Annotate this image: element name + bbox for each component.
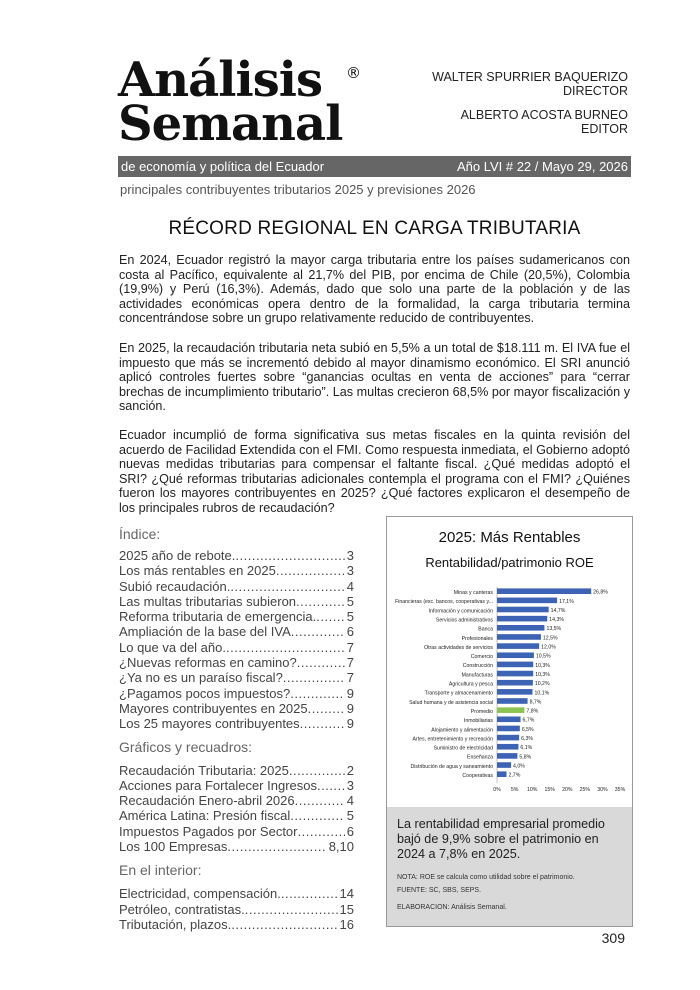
paragraph-1: En 2024, Ecuador registró la mayor carga tributaria entre los países sudamericanos con costa al Pacífico, equivalente al 21,7% del PIB, por encima de Chile (20,5%), Colombia (19,9%) y Perú (16,3%). Además, dado que solo una parte de la población y de las actividades económicas opera dentro de la formalidad, la carga tributaria termina concentrándose sobre un grupo relativamente reducido de contribuyentes.	[119, 253, 630, 325]
category-label: Enseñanza	[467, 754, 493, 761]
value-label: 14,7%	[550, 607, 566, 614]
editor-name: ALBERTO ACOSTA BURNEO	[460, 108, 628, 122]
category-label: Información y comunicación	[428, 608, 493, 615]
x-tick-label: 0%	[493, 787, 501, 794]
index-item	[119, 716, 354, 731]
value-label: 10,3%	[535, 662, 550, 669]
graph-item-title: Recaudación Enero-abril 2026	[119, 793, 295, 809]
bar	[497, 616, 547, 622]
value-label: 26,8%	[593, 589, 608, 596]
leader-dots	[300, 716, 345, 731]
graph-item	[119, 778, 354, 793]
leader-dots	[297, 655, 345, 670]
category-label: Promedio	[470, 708, 493, 715]
bar	[497, 717, 521, 723]
value-label: 6,3%	[521, 736, 533, 742]
leader-dots	[235, 548, 344, 563]
value-label: 6,1%	[520, 745, 533, 752]
x-tick-label: 20%	[562, 787, 573, 794]
x-tick-label: 15%	[544, 787, 555, 794]
bar	[497, 588, 591, 594]
interior-heading: En el interior:	[119, 862, 202, 879]
category-label: Financieras (exc. bancos, cooperativas y...	[395, 599, 493, 606]
graph-item	[119, 824, 354, 839]
value-label: 17,1%	[559, 598, 574, 605]
category-label: Manufacturas	[461, 672, 493, 679]
interior-item-page: 14	[339, 886, 354, 902]
graph-item-title: Los 100 Empresas	[119, 839, 228, 855]
leader-dots	[281, 886, 338, 901]
graph-item-title: Impuestos Pagados por Sector	[119, 823, 298, 839]
bar	[497, 662, 533, 668]
bar	[497, 771, 506, 777]
bar	[497, 625, 544, 631]
masthead-bar	[118, 156, 631, 177]
leader-dots	[231, 917, 337, 932]
bar	[497, 726, 520, 732]
value-label: 2,7%	[508, 772, 521, 779]
category-label: Cooperativas	[462, 773, 493, 779]
interior-item-title: Electricidad, compensación.	[119, 886, 281, 902]
category-label: Salud humana y de asistencia social	[409, 699, 493, 706]
category-label: Alojamiento y alimentación	[431, 727, 493, 734]
index-item-title: Ampliación de la base del IVA	[119, 624, 291, 640]
category-label: Artes, entretenimiento y recreación	[412, 736, 493, 743]
paragraph-3: Ecuador incumplió de forma significativa sus metas fiscales en la quinta revisión del acuerdo de Facilidad Extendida con el FMI. Como respuesta inmediata, el Gobierno adoptó nuevas medidas tributarias para compensar el faltante fiscal. ¿Qué medidas adoptó el SRI? ¿Qué reformas tributarias adicionales contempla el programa con el FMI? ¿Quiénes fueron los mayores contribuyentes en 2025? ¿Qué factores explicaron el desempeño de los principales rubros de recaudación?	[119, 428, 630, 515]
index-item-page: 9	[346, 685, 354, 701]
value-label: 10,1%	[534, 690, 550, 697]
index-item	[119, 640, 354, 655]
index-item	[119, 548, 354, 563]
category-label: Transporte y almacenamiento	[424, 690, 493, 697]
interior-item-title: Tributación, plazos.	[119, 916, 232, 932]
interior-item-page: 15	[339, 901, 354, 917]
leader-dots	[316, 609, 345, 624]
table-of-contents	[119, 526, 354, 932]
index-item	[119, 579, 354, 594]
bar	[497, 652, 534, 658]
index-item	[119, 609, 354, 624]
leader-dots	[308, 701, 345, 716]
page-number: 309	[601, 930, 625, 946]
logo-line-1: Análisis	[118, 52, 322, 108]
category-label: Comercio	[470, 654, 493, 661]
bar	[497, 753, 517, 759]
bar	[497, 671, 533, 677]
bar	[497, 762, 511, 768]
paragraph-2: En 2025, la recaudación tributaria neta subió en 5,5% a un total de $18.111 m. El IVA fue el impuesto que más se incrementó debido al mayor dinamismo económico. El SRI anunció aplicó controles fuertes sobre “ganancias ocultas en venta de acciones” para “cerrar brechas de incumplimiento tributario”. Las multas crecieron 68,5% por mayor fiscalización y sanción.	[119, 341, 630, 413]
chart-subtitle: Rentabilidad/patrimonio ROE	[425, 555, 594, 570]
value-label: 12,5%	[542, 635, 558, 642]
value-label: 6,5%	[521, 726, 534, 733]
leader-dots	[276, 563, 345, 578]
leader-dots	[245, 902, 338, 917]
leader-dots	[290, 686, 345, 701]
leader-dots	[296, 594, 345, 609]
publication-logo	[118, 52, 368, 153]
index-item-page: 5	[346, 609, 354, 625]
chart-elaboration: ELABORACION: Análisis Semanal.	[397, 904, 507, 911]
category-label: Otras actividades de servicios	[424, 644, 493, 651]
index-item-page: 4	[346, 578, 354, 594]
leader-dots	[230, 579, 344, 594]
index-item-page: 7	[346, 639, 354, 655]
index-item	[119, 594, 354, 609]
value-label: 4,0%	[513, 763, 525, 770]
issue-info: Año LVI # 22 / Mayo 29, 2026	[456, 159, 628, 174]
index-item-title: Reforma tributaria de emergencia.	[119, 609, 317, 625]
x-tick-label: 25%	[579, 787, 591, 794]
registered-mark: ®	[346, 64, 361, 82]
director-role: DIRECTOR	[562, 84, 628, 98]
index-item-page: 3	[346, 563, 354, 579]
bar	[497, 680, 533, 686]
category-label: Profesionales	[461, 635, 493, 642]
graph-item-page: 3	[346, 777, 354, 793]
graph-item-page: 5	[346, 808, 354, 824]
bar	[497, 598, 557, 604]
index-item	[119, 686, 354, 701]
leader-dots	[317, 778, 345, 793]
graph-item-title: Recaudación Tributaria: 2025	[119, 762, 289, 778]
chart-summary: La rentabilidad empresarial promedio bajó de 9,9% sobre el patrimonio en 2024 a 7,8% en 2025.	[397, 817, 605, 861]
category-label: Minas y canteras	[453, 590, 493, 596]
bar	[497, 735, 519, 741]
index-item-title: ¿Pagamos pocos impuestos?	[119, 685, 291, 701]
chart-notes-box	[387, 807, 632, 926]
leader-dots	[289, 763, 345, 778]
index-item	[119, 563, 354, 578]
chart-note: NOTA: ROE se calcula como utilidad sobre el patrimonio.	[397, 874, 575, 881]
index-item-title: ¿Ya no es un paraíso fiscal?	[119, 670, 283, 686]
graph-item	[119, 808, 354, 823]
roe-bar-chart	[387, 577, 632, 807]
article-headline: RÉCORD REGIONAL EN CARGA TRIBUTARIA	[168, 218, 581, 239]
index-item	[119, 655, 354, 670]
graph-item-page: 4	[346, 793, 354, 809]
category-label: Distribución de agua y saneamiento	[410, 763, 493, 770]
bar	[497, 634, 541, 640]
x-tick-label: 30%	[597, 787, 608, 794]
interior-item-page: 16	[339, 916, 354, 932]
value-label: 8,7%	[529, 699, 542, 706]
roe-chart-panel	[386, 516, 633, 927]
leader-dots	[298, 824, 345, 839]
tagline: de economía y política del Ecuador	[121, 159, 325, 174]
index-item-title: Subió recaudación.	[119, 578, 231, 594]
chart-source: FUENTE: SC, SBS, SEPS.	[397, 887, 482, 894]
x-tick-label: 5%	[510, 787, 519, 794]
index-item-page: 3	[346, 548, 354, 563]
graph-item-page: 8,10	[328, 839, 354, 855]
graph-item-title: América Latina: Presión fiscal	[119, 808, 291, 824]
index-item-page: 5	[346, 593, 354, 609]
bar	[497, 698, 528, 704]
index-heading: Índice:	[119, 526, 161, 542]
graph-item-page: 6	[346, 823, 354, 839]
value-label: 7,8%	[526, 708, 539, 715]
category-label: Construcción	[462, 663, 493, 670]
leader-dots	[295, 793, 345, 808]
interior-item	[119, 886, 354, 901]
graph-item-page: 2	[346, 762, 354, 778]
director-name: WALTER SPURRIER BAQUERIZO	[432, 70, 628, 84]
leader-dots	[226, 640, 345, 655]
bar	[497, 707, 524, 713]
index-item-title: 2025 año de rebote.	[119, 548, 236, 563]
graph-item	[119, 793, 354, 808]
index-item-page: 7	[346, 670, 354, 686]
value-label: 14,3%	[549, 617, 564, 624]
value-label: 5,8%	[519, 754, 532, 761]
bar	[497, 607, 549, 613]
index-item	[119, 670, 354, 685]
chart-title: 2025: Más Rentables	[438, 529, 581, 546]
interior-item	[119, 902, 354, 917]
x-tick-label: 35%	[614, 787, 626, 794]
value-label: 10,3%	[535, 671, 550, 678]
graph-item	[119, 763, 354, 778]
value-label: 10,5%	[535, 653, 551, 660]
editor-role: EDITOR	[581, 122, 628, 136]
graph-item	[119, 839, 354, 854]
index-item-title: Lo que va del año.	[119, 639, 226, 655]
index-item-title: ¿Nuevas reformas en camino?	[119, 655, 297, 671]
index-item	[119, 701, 354, 716]
graphs-heading: Gráficos y recuadros:	[119, 738, 253, 755]
leader-dots	[283, 670, 345, 685]
value-label: 12,0%	[541, 644, 556, 651]
category-label: Suministro de electricidad	[433, 745, 493, 752]
category-label: Servicios administrativos	[435, 617, 493, 624]
leader-dots	[227, 839, 326, 854]
value-label: 13,5%	[546, 626, 562, 633]
value-label: 6,7%	[522, 717, 535, 724]
index-item-title: Los 25 mayores contribuyentes	[119, 716, 300, 732]
logo-line-2: Semanal	[118, 96, 343, 152]
index-item-title: Los más rentables en 2025	[119, 563, 276, 579]
bar	[497, 744, 518, 750]
category-label: Agricultura y pesca	[448, 681, 493, 688]
staff-credits	[432, 70, 628, 136]
index-item	[119, 624, 354, 639]
value-label: 10,2%	[534, 681, 550, 688]
x-tick-label: 10%	[526, 787, 538, 794]
leader-dots	[291, 624, 345, 639]
bar	[497, 643, 539, 649]
interior-item-title: Petróleo, contratistas.	[119, 901, 245, 917]
interior-item	[119, 917, 354, 932]
index-item-page: 6	[346, 624, 354, 640]
issue-subtitle: principales contribuyentes tributarios 2025 y previsiones 2026	[120, 182, 476, 197]
category-label: Banca	[478, 626, 493, 633]
index-item-title: Las multas tributarias subieron	[119, 593, 297, 609]
index-item-title: Mayores contribuyentes en 2025	[119, 700, 308, 716]
category-label: Inmobiliarias	[463, 718, 493, 725]
graph-item-title: Acciones para Fortalecer Ingresos	[119, 777, 317, 793]
index-item-page: 7	[346, 655, 354, 671]
index-item-page: 9	[346, 700, 354, 716]
bar	[497, 689, 532, 695]
index-item-page: 9	[346, 716, 354, 732]
leader-dots	[290, 808, 345, 823]
